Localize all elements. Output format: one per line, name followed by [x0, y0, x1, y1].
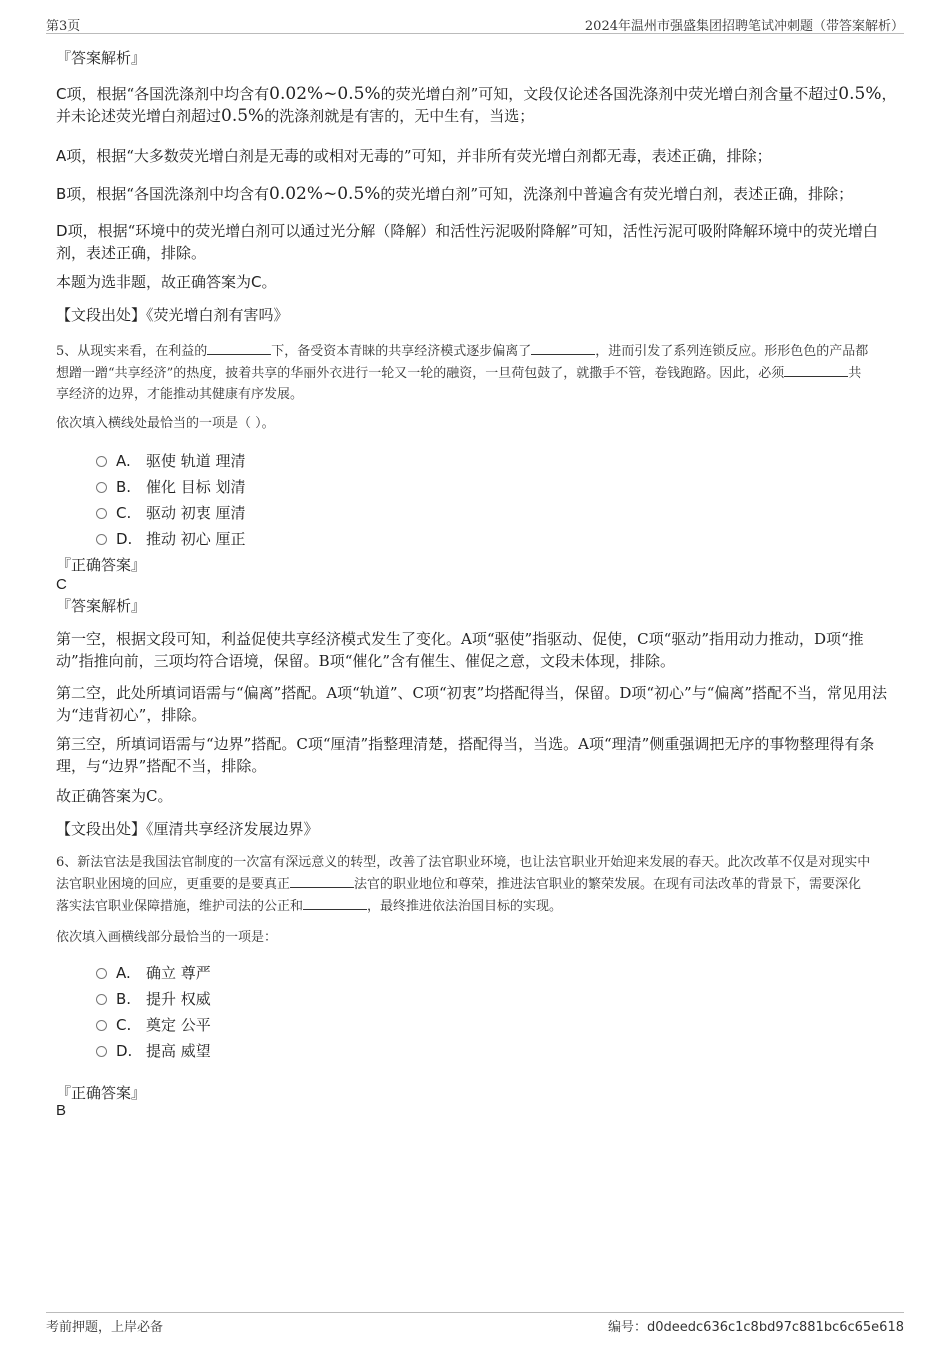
- radio-icon[interactable]: [96, 508, 107, 519]
- fill-blank: [303, 895, 367, 910]
- page-header: [46, 13, 904, 34]
- document-code: 编号：d0deedc636c1c8bd97c881bc6c65e618: [607, 1320, 904, 1335]
- q4-source: 【文段出处】《荧光增白剂有害吗》: [56, 306, 289, 324]
- document-title: 2024年温州市强盛集团招聘笔试冲刺题（带答案解析）: [584, 19, 904, 34]
- q6-option-c[interactable]: C. 奠定 公平: [96, 1015, 211, 1035]
- radio-icon[interactable]: [96, 994, 107, 1005]
- q6-prompt: 依次填入画横线部分最恰当的一项是：: [56, 930, 278, 945]
- q4-analysis-c: C项，根据“各国洗涤剂中均含有0.02%~0.5%的荧光增白剂”可知，文段仅论述各国洗涤剂中荧光增白剂含量不超过0.5%， 并未论述荧光增白剂超过0.5%的洗涤剂就是有害的，无中生有，当选；: [56, 84, 897, 126]
- fill-blank: [207, 340, 271, 355]
- q6-option-a[interactable]: A. 确立 尊严: [96, 963, 211, 983]
- q4-analysis-a: A项，根据“大多数荧光增白剂是无毒的或相对无毒的”可知，并非所有荧光增白剂都无毒，表述正确，排除；: [56, 147, 772, 165]
- q5-answer: C: [56, 576, 67, 593]
- radio-icon[interactable]: [96, 456, 107, 467]
- fill-blank: [290, 873, 354, 888]
- q5-conclusion: 故正确答案为C。: [56, 787, 173, 805]
- q5-analysis-p3: 第三空，所填词语需与“边界”搭配。C项“厘清”指整理清楚，搭配得当，当选。A项“理清”侧重强调把无序的事物整理得有条 理，与“边界”搭配不当，排除。: [56, 735, 875, 775]
- radio-icon[interactable]: [96, 534, 107, 545]
- q5-analysis-p1: 第一空，根据文段可知，利益促使共享经济模式发生了变化。A项“驱使”指驱动、促使，C项“驱动”指用动力推动，D项“推 动”指推向前，三项均符合语境，保留。B项“催化”含有催生、催促之意，文段未体现，排除。: [56, 630, 864, 670]
- q5-analysis-label: 『答案解析』: [56, 597, 147, 615]
- page-footer: [46, 1312, 904, 1337]
- fill-blank: [784, 362, 848, 377]
- radio-icon[interactable]: [96, 968, 107, 979]
- q5-analysis-p2: 第二空，此处所填词语需与“偏离”搭配。A项“轨道”、C项“初衷”均搭配得当，保留。D项“初心”与“偏离”搭配不当，常见用法 为“违背初心”，排除。: [56, 684, 888, 724]
- page-number: 第3页: [46, 19, 81, 34]
- q6-stem: 6、新法官法是我国法官制度的一次富有深远意义的转型，改善了法官职业环境，也让法官职业开始迎来发展的春天。此次改革不仅是对现实中 法官职业困境的回应，更重要的是要真正 法官的职业地位和尊荣，推进法官职业的繁荣发展。在现有司法改革的背景下，需要深化 落实法官职业保障措施，维护司法的公正和 ，最终推进依法治国目标的实现。: [56, 855, 871, 914]
- q5-option-c[interactable]: C. 驱动 初衷 厘清: [96, 503, 246, 523]
- q5-source: 【文段出处】《厘清共享经济发展边界》: [56, 820, 319, 838]
- q5-prompt: 依次填入横线处最恰当的一项是（ ）。: [56, 416, 275, 431]
- q4-analysis-d: D项，根据“环境中的荧光增白剂可以通过光分解（降解）和活性污泥吸附降解”可知，活性污泥可吸附降解环境中的荧光增白 剂，表述正确，排除。: [56, 222, 878, 262]
- radio-icon[interactable]: [96, 482, 107, 493]
- q5-option-b[interactable]: B. 催化 目标 划清: [96, 477, 246, 497]
- q5-stem: 5、从现实来看，在利益的 下，备受资本青睐的共享经济模式逐步偏离了 ，进而引发了系列连锁反应。形形色色的产品都 想蹭一蹭“共享经济”的热度，披着共享的华丽外衣进行一轮又一轮的融资，一旦荷包鼓了，就撒手不管，卷钱跑路。因此，必须 共 享经济的边界，才能推动其健康有序发展。: [56, 340, 900, 405]
- radio-icon[interactable]: [96, 1046, 107, 1057]
- q5-option-a[interactable]: A. 驱使 轨道 理清: [96, 451, 246, 471]
- fill-blank: [531, 340, 595, 355]
- q4-analysis-b: B项，根据“各国洗涤剂中均含有0.02%~0.5%的荧光增白剂”可知，洗涤剂中普遍含有荧光增白剂，表述正确，排除；: [56, 184, 854, 204]
- q4-analysis-label: 『答案解析』: [56, 49, 147, 67]
- q6-option-b[interactable]: B. 提升 权威: [96, 989, 211, 1009]
- q4-conclusion: 本题为选非题，故正确答案为C。: [56, 273, 277, 291]
- q5-answer-label: 『正确答案』: [56, 556, 147, 574]
- q6-answer: B: [56, 1102, 67, 1119]
- q5-option-d[interactable]: D. 推动 初心 厘正: [96, 529, 246, 549]
- q6-option-d[interactable]: D. 提高 威望: [96, 1041, 211, 1061]
- q6-answer-label: 『正确答案』: [56, 1084, 147, 1102]
- radio-icon[interactable]: [96, 1020, 107, 1031]
- footer-slogan: 考前押题，上岸必备: [46, 1320, 164, 1335]
